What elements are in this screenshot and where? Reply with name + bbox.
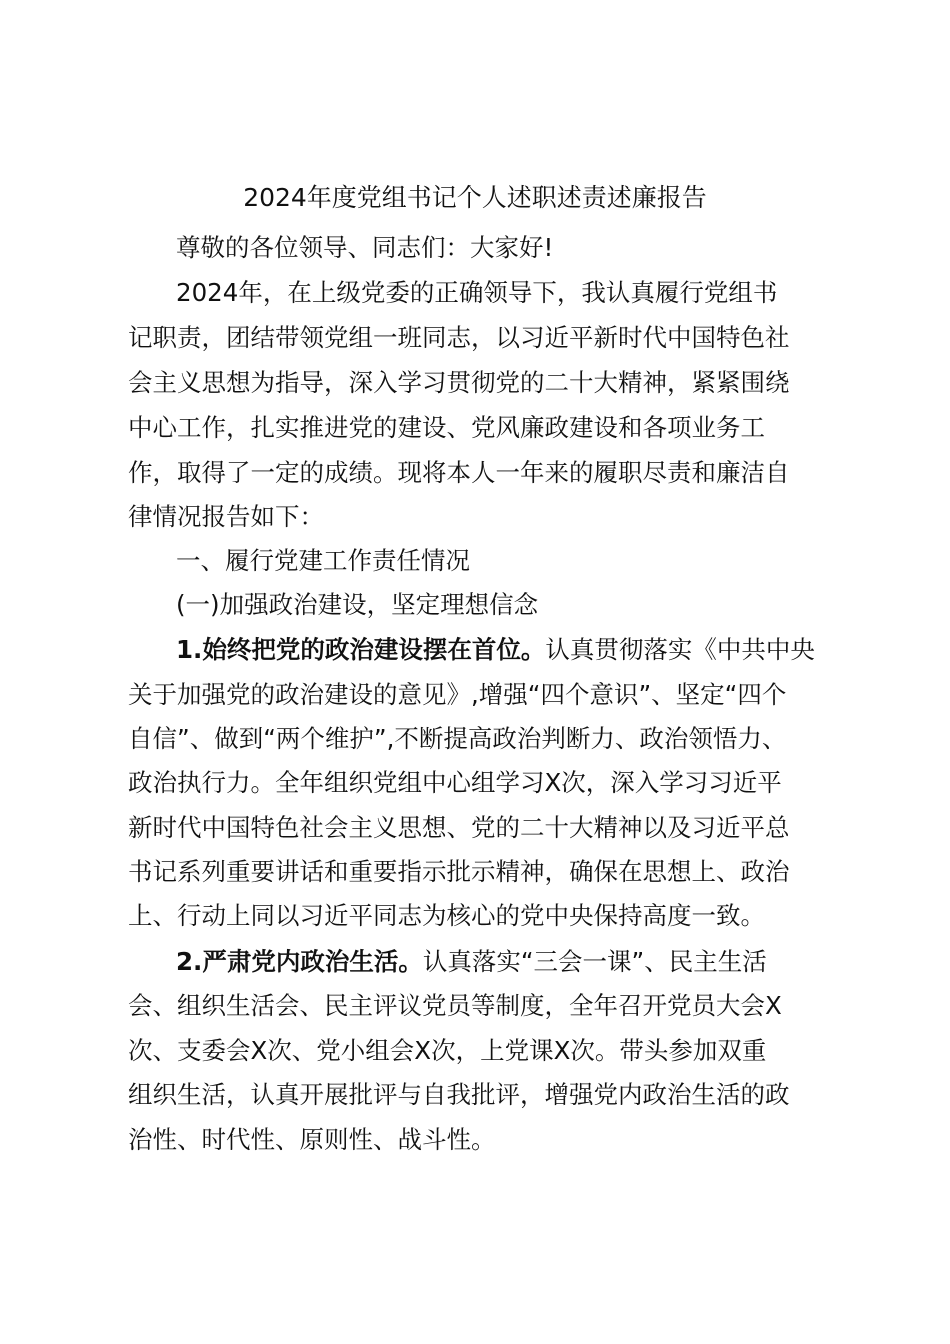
paragraph-line: 新时代中国特色社会主义思想、党的二十大精神以及习近平总 bbox=[128, 813, 790, 842]
item-text: 认真贯彻落实《中共中央 bbox=[545, 635, 815, 664]
paragraph-line: 自信”、做到“两个维护”,不断提高政治判断力、政治领悟力、 bbox=[128, 724, 787, 753]
paragraph-line: 关于加强党的政治建设的意见》,增强“四个意识”、坚定“四个 bbox=[128, 680, 787, 709]
paragraph-line bbox=[176, 942, 767, 982]
paragraph-line: 组织生活，认真开展批评与自我批评，增强党内政治生活的政 bbox=[128, 1080, 790, 1109]
item-text: 认真落实“三会一课”、民主生活 bbox=[422, 947, 767, 976]
paragraph-line: 会、组织生活会、民主评议党员等制度，全年召开党员大会X bbox=[128, 991, 782, 1020]
item-heading: 2.严肃党内政治生活。 bbox=[176, 947, 423, 976]
paragraph-line: 书记系列重要讲话和重要指示批示精神，确保在思想上、政治 bbox=[128, 857, 790, 886]
item-heading: 1.始终把党的政治建设摆在首位。 bbox=[176, 635, 546, 664]
paragraph-line: 次、支委会X次、党小组会X次，上党课X次。带头参加双重 bbox=[128, 1036, 767, 1065]
paragraph-line: 记职责，团结带领党组一班同志，以习近平新时代中国特色社 bbox=[128, 323, 790, 352]
document-title: 2024年度党组书记个人述职述责述廉报告 bbox=[243, 183, 707, 212]
paragraph-line: 律情况报告如下： bbox=[128, 502, 324, 531]
paragraph-line: 上、行动上同以习近平同志为核心的党中央保持高度一致。 bbox=[128, 901, 765, 930]
paragraph-line: 会主义思想为指导，深入学习贯彻党的二十大精神，紧紧围绕 bbox=[128, 368, 790, 397]
paragraph-line: 2024年，在上级党委的正确领导下，我认真履行党组书 bbox=[176, 278, 778, 307]
salutation: 尊敬的各位领导、同志们：大家好! bbox=[176, 233, 554, 262]
paragraph-line: 政治执行力。全年组织党组中心组学习X次，深入学习习近平 bbox=[128, 768, 782, 797]
paragraph-line: 作，取得了一定的成绩。现将本人一年来的履职尽责和廉洁自 bbox=[128, 458, 790, 487]
subsection-heading: (一)加强政治建设，坚定理想信念 bbox=[176, 590, 539, 619]
section-heading: 一、履行党建工作责任情况 bbox=[176, 546, 470, 575]
paragraph-line: 治性、时代性、原则性、战斗性。 bbox=[128, 1125, 496, 1154]
paragraph-line: 中心工作，扎实推进党的建设、党风廉政建设和各项业务工 bbox=[128, 413, 765, 442]
paragraph-line bbox=[176, 630, 815, 670]
